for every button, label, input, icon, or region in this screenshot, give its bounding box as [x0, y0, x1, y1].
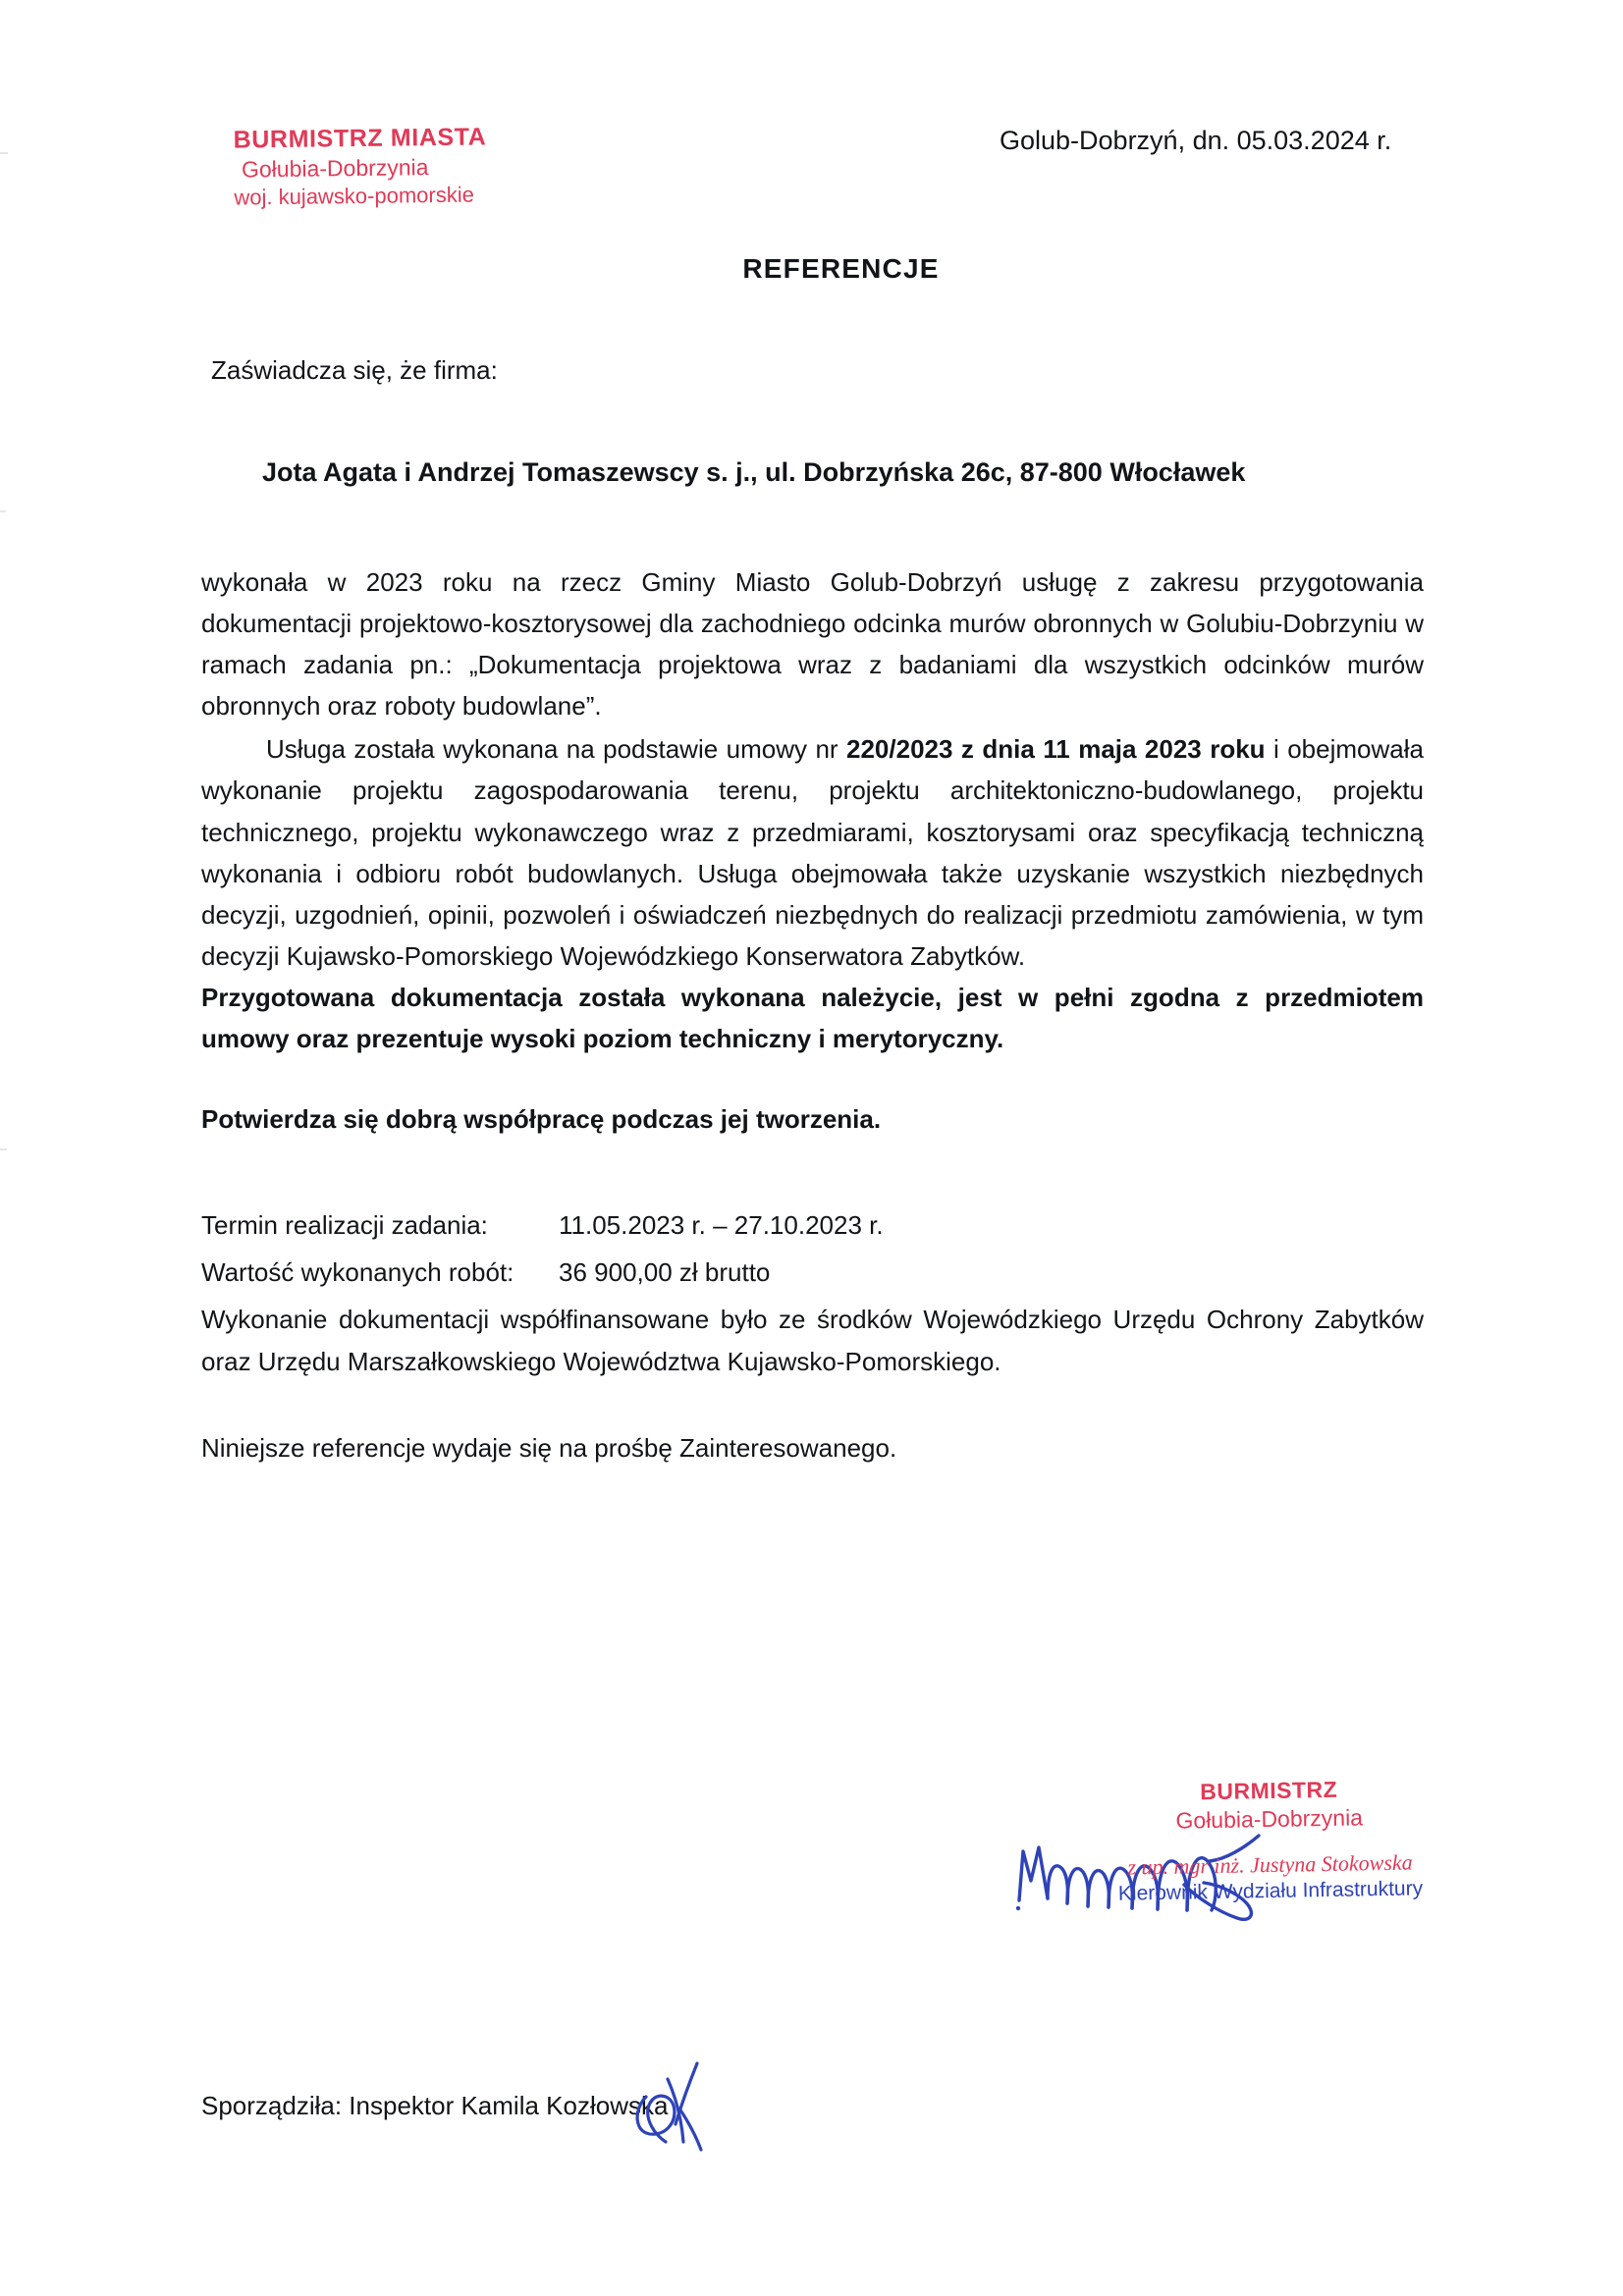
contract-number: 220/2023 z dnia 11 maja 2023 roku — [846, 734, 1266, 765]
prepared-by-line: Sporządziła: Inspektor Kamila Kozłowska — [201, 2091, 669, 2120]
company-name: Jota Agata i Andrzej Tomaszewscy s. j., ul. Dobrzyńska 26c, 87-800 Włocławek — [262, 457, 1246, 488]
table-row — [201, 1204, 1183, 1252]
terms-table — [201, 1204, 1183, 1299]
document-body — [201, 349, 1424, 1494]
header-stamp-line-2: Gołubia-Dobrzynia — [241, 154, 429, 183]
paragraph-request: Niniejsze referencje wydaje się na prośbę Zainteresowanego. — [201, 1432, 897, 1463]
lead-sentence: Zaświadcza się, że firma: — [211, 355, 498, 385]
paragraph-scope: wykonała w 2023 roku na rzecz Gminy Miasto Golub-Dobrzyń usługę z zakresu przygotowania dokumentacji projektowo-kosztorysowej dla zachodniego odcinka murów obronnych w Golubiu-Dobrzyniu w ramach zadania pn.: „Dokumentacja projektowa wraz z badaniami dla wszystkich odcinków murów obronnych oraz roboty budowlane”. — [201, 566, 1424, 721]
term-value-amount: 36 900,00 zł brutto — [559, 1257, 771, 1288]
paragraph-contract — [201, 728, 1424, 977]
paragraph-quality-statement: Przygotowana dokumentacja została wykonana należycie, jest w pełni zgodna z przedmiotem umowy oraz prezentuje wysoki poziom techniczny i merytoryczny. — [201, 982, 1424, 1054]
signature-stamp-line-1: BURMISTRZ — [1200, 1776, 1338, 1805]
scan-artifact — [0, 152, 8, 154]
page-title — [0, 253, 1623, 285]
scan-artifact — [0, 510, 6, 512]
signatory-position: Kierownik Wydziału Infrastruktury — [1117, 1877, 1424, 1905]
term-label-deadline: Termin realizacji zadania: — [201, 1210, 488, 1241]
header-office-stamp — [233, 121, 487, 212]
paragraph-cooperation-statement: Potwierdza się dobrą współpracę podczas jej tworzenia. — [201, 1104, 882, 1135]
table-row — [201, 1252, 1183, 1299]
paragraph-funding: Wykonanie dokumentacji współfinansowane było ze środków Wojewódzkiego Urzędu Ochrony Zabytków oraz Urzędu Marszałkowskiego Województwa Kujawsko-Pomorskiego. — [201, 1305, 1424, 1376]
scan-artifact — [0, 1148, 7, 1150]
contract-trailing-text: i obejmowała wykonanie projektu zagospodarowania terenu, projektu architektoniczno-budowlanego, projektu technicznego, projektu wykonawczego wraz z przedmiarami, kosztorysami oraz specyfikacją techniczną wykonania i odbioru robót budowlanych. Usługa obejmowała także uzyskanie wszystkich niezbędnych decyzji, uzgodnień, opinii, pozwoleń i oświadczeń niezbędnych do realizacji przedmiotu zamówienia, w tym decyzji Kujawsko-Pomorskiego Wojewódzkiego Konserwatora Zabytków. — [201, 734, 1424, 971]
document-date: Golub-Dobrzyń, dn. 05.03.2024 r. — [1000, 126, 1392, 155]
page-title-text: REFERENCJE — [742, 253, 940, 284]
signature-stamp-line-2: Gołubia-Dobrzynia — [1175, 1804, 1364, 1834]
header-stamp-line-1: BURMISTRZ MIASTA — [233, 123, 487, 154]
contract-lead-text: Usługa została wykonana na podstawie umowy nr — [266, 734, 847, 765]
signatory-name: z up. mgr inż. Justyna Stokowska — [1127, 1848, 1413, 1880]
header-stamp-line-3: woj. kujawsko-pomorskie — [234, 183, 475, 211]
signature-office-stamp — [1116, 1774, 1423, 1907]
term-label-value: Wartość wykonanych robót: — [201, 1257, 514, 1288]
term-value-deadline: 11.05.2023 r. – 27.10.2023 r. — [559, 1210, 884, 1241]
signature-area — [1001, 1765, 1473, 1951]
